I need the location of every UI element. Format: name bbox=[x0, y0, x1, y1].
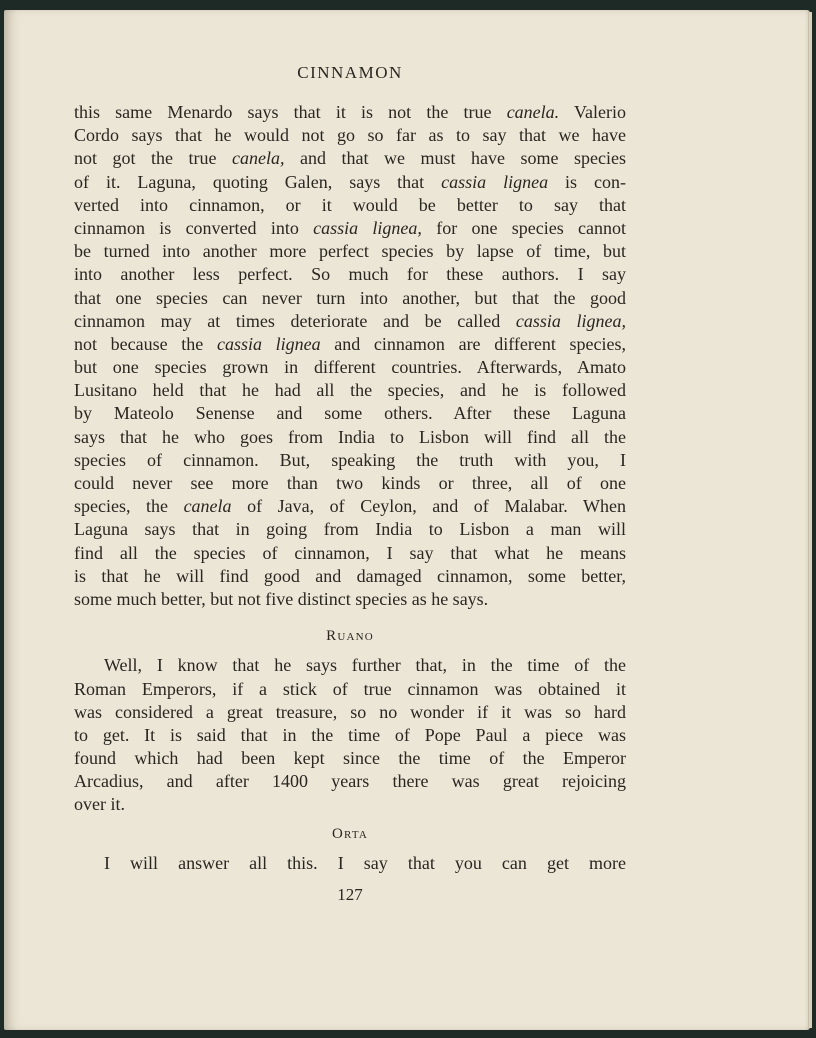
text-run: Arcadius, and after 1400 years there was great rejoicing bbox=[74, 771, 626, 792]
text-line bbox=[74, 495, 626, 518]
text-run: canela bbox=[183, 496, 232, 517]
text-run: Valerio bbox=[559, 102, 626, 122]
body-text bbox=[74, 101, 626, 875]
text-run: by Mateolo Senense and some others. After these Laguna bbox=[74, 403, 626, 424]
text-line bbox=[74, 333, 626, 356]
text-run: species, the bbox=[74, 496, 184, 517]
text-run: found which had been kept since the time of the Emperor bbox=[74, 748, 626, 769]
text-line bbox=[74, 852, 626, 875]
text-run: and cinnamon are different species, bbox=[320, 333, 626, 354]
text-run: was considered a great treasure, so no wonder if it was so hard bbox=[74, 701, 626, 722]
text-run: canela, bbox=[232, 148, 285, 169]
text-run: cassia lignea, bbox=[515, 310, 626, 331]
text-run: of Java, of Ceylon, and of Malabar. When bbox=[231, 496, 626, 517]
text-line bbox=[74, 793, 626, 816]
text-line bbox=[74, 747, 626, 770]
paragraph-1 bbox=[74, 101, 626, 611]
text-run: of it. Laguna, quoting Galen, says that bbox=[74, 171, 442, 192]
text-run: but one species grown in different countries. Afterwards, Amato bbox=[74, 357, 626, 378]
text-line bbox=[74, 194, 626, 217]
text-run: cinnamon is converted into bbox=[74, 217, 314, 238]
text-run: species of cinnamon. But, speaking the truth with you, I bbox=[74, 449, 626, 470]
text-line bbox=[74, 565, 626, 588]
text-run: verted into cinnamon, or it would be better to say that bbox=[74, 194, 626, 215]
text-run: is that he will find good and damaged cinnamon, some better, bbox=[74, 565, 626, 586]
text-line bbox=[74, 356, 626, 379]
text-run: canela. bbox=[506, 102, 560, 122]
text-run: over it. bbox=[74, 794, 125, 815]
text-run: this same Menardo says that it is not the true bbox=[74, 102, 507, 122]
text-run: is con- bbox=[548, 171, 626, 192]
text-line bbox=[74, 701, 626, 724]
text-line bbox=[74, 588, 626, 611]
text-line bbox=[74, 101, 626, 124]
text-run: that one species can never turn into another, but that the good bbox=[74, 287, 626, 308]
speaker-heading-ruano: Ruano bbox=[326, 628, 374, 645]
text-line bbox=[74, 287, 626, 310]
text-run: I will answer all this. I say that you can get more bbox=[104, 852, 626, 873]
paragraph-3 bbox=[74, 852, 626, 875]
text-line bbox=[74, 724, 626, 747]
text-line bbox=[74, 518, 626, 541]
text-run: Laguna says that in going from India to Lisbon a man will bbox=[74, 519, 626, 540]
text-run: says that he who goes from India to Lisbon will find all the bbox=[74, 426, 626, 447]
page-edge bbox=[808, 12, 812, 1028]
page-number: 127 bbox=[337, 885, 363, 904]
text-run: some much better, but not five distinct species as he says. bbox=[74, 588, 489, 609]
text-line bbox=[74, 402, 626, 425]
running-head: CINNAMON bbox=[297, 63, 403, 82]
text-run: find all the species of cinnamon, I say that what he means bbox=[74, 542, 626, 563]
text-line bbox=[74, 379, 626, 402]
text-line bbox=[74, 240, 626, 263]
speaker-heading-orta: Orta bbox=[331, 825, 369, 842]
text-run: cassia lignea bbox=[441, 171, 549, 192]
text-run: Well, I know that he says further that, in the time of the bbox=[104, 655, 626, 676]
text-run: could never see more than two kinds or three, all of one bbox=[74, 473, 626, 493]
text-line bbox=[74, 310, 626, 333]
paragraph-2 bbox=[74, 654, 626, 816]
text-run: not because the bbox=[74, 333, 217, 354]
text-line bbox=[74, 124, 626, 147]
text-run: be turned into another more perfect species by lapse of time, but bbox=[74, 241, 626, 262]
text-run: cassia lignea bbox=[216, 333, 321, 354]
text-run: not got the true bbox=[74, 148, 233, 169]
text-line bbox=[74, 678, 626, 701]
text-line bbox=[74, 654, 626, 677]
text-run: to get. It is said that in the time of Pope Paul a piece was bbox=[74, 724, 626, 745]
text-line bbox=[74, 263, 626, 286]
text-line bbox=[74, 426, 626, 449]
text-line bbox=[74, 542, 626, 565]
text-line bbox=[74, 472, 626, 495]
text-run: Cordo says that he would not go so far as to say that we have bbox=[74, 125, 626, 146]
text-line bbox=[74, 171, 626, 194]
text-run: cinnamon may at times deteriorate and be called bbox=[74, 310, 516, 331]
text-run: and that we must have some species bbox=[284, 148, 626, 169]
text-run: for one species cannot bbox=[421, 217, 627, 238]
text-line bbox=[74, 449, 626, 472]
text-run: cassia lignea, bbox=[313, 217, 422, 238]
text-run: Lusitano held that he had all the species, and he is followed bbox=[74, 380, 626, 401]
text-line bbox=[74, 217, 626, 240]
text-run: into another less perfect. So much for these authors. I say bbox=[74, 264, 626, 285]
text-run: Roman Emperors, if a stick of true cinnamon was obtained it bbox=[74, 678, 626, 699]
text-line bbox=[74, 770, 626, 793]
text-line bbox=[74, 147, 626, 170]
